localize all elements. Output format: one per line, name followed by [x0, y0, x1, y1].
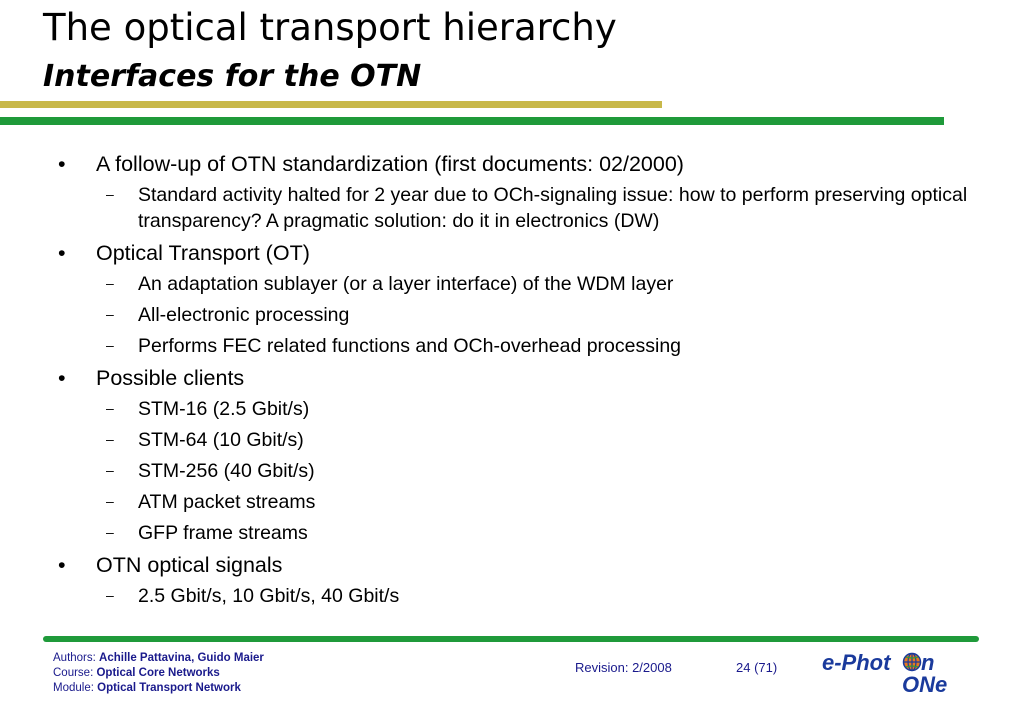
sub-bullet-marker: –: [106, 462, 114, 478]
sub-bullet-text: Standard activity halted for 2 year due to OCh-signaling issue: how to perform preserving optical transparency? A pragmatic solution: do it in electronics (DW): [138, 184, 968, 232]
sub-bullet-marker: –: [106, 337, 114, 353]
green-divider-bottom: [43, 636, 979, 642]
sub-bullet-item: [0, 300, 1023, 331]
sub-bullet-marker: –: [106, 275, 114, 291]
revision-text: Revision: 2/2008: [575, 660, 672, 675]
logo-text-bottom: ONe: [902, 672, 948, 696]
sub-bullet-item: [0, 581, 1023, 612]
sub-bullet-item: [0, 518, 1023, 549]
sub-bullet-marker: –: [106, 493, 114, 509]
module-value: Optical Transport Network: [97, 682, 241, 694]
olive-divider: [0, 101, 662, 108]
bullet-text: A follow-up of OTN standardization (first documents: 02/2000): [96, 152, 684, 176]
globe-icon: [904, 654, 921, 671]
sub-bullet-item: [0, 425, 1023, 456]
bullet-marker: •: [58, 553, 66, 577]
bullet-marker: •: [58, 241, 66, 265]
bullet-text: Optical Transport (OT): [96, 241, 310, 265]
bullet-marker: •: [58, 366, 66, 390]
sub-bullet-text: An adaptation sublayer (or a layer interface) of the WDM layer: [138, 273, 674, 295]
sub-bullet-item: [0, 456, 1023, 487]
authors-value: Achille Pattavina, Guido Maier: [99, 652, 264, 664]
sub-bullet-text: STM-16 (2.5 Gbit/s): [138, 398, 310, 420]
module-label: Module:: [53, 682, 94, 694]
page-number: 24 (71): [736, 660, 778, 675]
sub-bullet-text: GFP frame streams: [138, 522, 308, 544]
sub-bullet-item: [0, 487, 1023, 518]
bullet-item: [0, 237, 1023, 269]
e-photon-one-logo: [822, 648, 962, 696]
sub-bullet-item: [0, 394, 1023, 425]
sub-bullet-text: STM-64 (10 Gbit/s): [138, 429, 304, 451]
sub-bullet-marker: –: [106, 400, 114, 416]
course-value: Optical Core Networks: [96, 667, 220, 679]
sub-bullet-item: [0, 180, 1023, 237]
bullet-text: OTN optical signals: [96, 553, 283, 577]
green-divider-top: [0, 117, 944, 125]
sub-bullet-marker: –: [106, 524, 114, 540]
bullet-item: [0, 362, 1023, 394]
sub-bullet-text: 2.5 Gbit/s, 10 Gbit/s, 40 Gbit/s: [138, 585, 400, 607]
authors-label: Authors:: [53, 652, 96, 664]
sub-bullet-item: [0, 269, 1023, 300]
course-label: Course:: [53, 667, 94, 679]
sub-bullet-text: Performs FEC related functions and OCh-overhead processing: [138, 335, 682, 357]
bullet-item: [0, 549, 1023, 581]
sub-bullet-marker: –: [106, 306, 114, 322]
sub-bullet-marker: –: [106, 587, 114, 603]
footer-course: [53, 666, 264, 681]
bullet-text: Possible clients: [96, 366, 245, 390]
logo-text-top: e-Phot: [822, 650, 891, 675]
footer-authors: [53, 651, 264, 666]
footer-credits: [53, 651, 264, 696]
bullet-item: [0, 148, 1023, 180]
slide-subtitle: Interfaces for the OTN: [43, 59, 422, 94]
footer-module: [53, 681, 264, 696]
sub-bullet-marker: –: [106, 431, 114, 447]
sub-bullet-text: All-electronic processing: [138, 304, 350, 326]
logo-text-top-n: n: [921, 650, 935, 675]
sub-bullet-item: [0, 331, 1023, 362]
sub-bullet-marker: –: [106, 186, 114, 202]
sub-bullet-text: STM-256 (40 Gbit/s): [138, 460, 315, 482]
bullet-marker: •: [58, 152, 66, 176]
slide-title: The optical transport hierarchy: [43, 6, 617, 49]
bullet-list: [0, 148, 1023, 612]
sub-bullet-text: ATM packet streams: [138, 491, 316, 513]
